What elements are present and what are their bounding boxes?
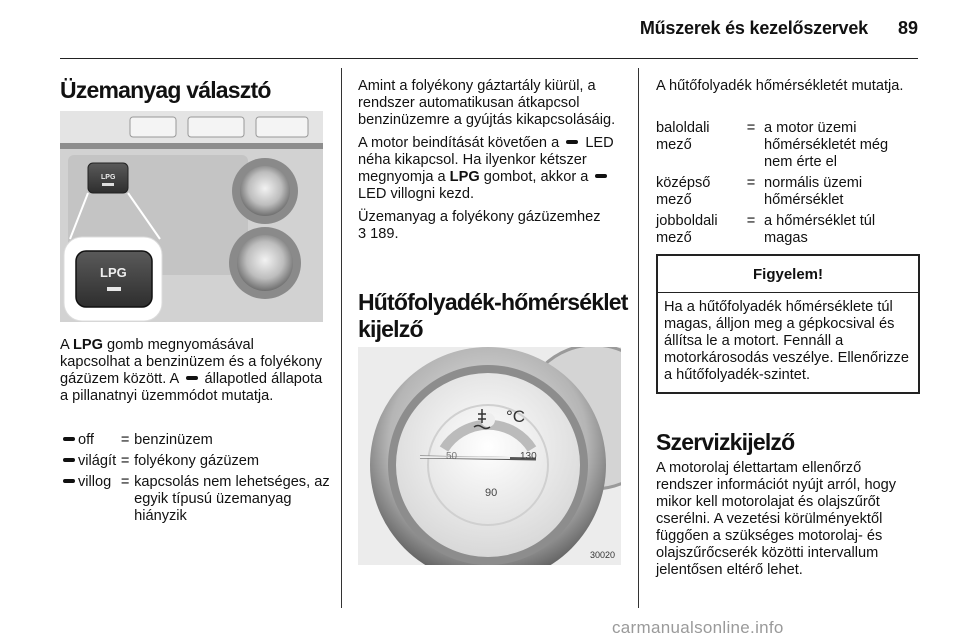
warning-body: Ha a hűtőfolyadék hőmérséklete túl magas, álljon meg a gépkocsival és állítsa le a motort. Fennáll a motorkárosodás veszélye. Ellenőrizze a hűtőfolyadék-szintet. (664, 299, 909, 383)
status-led-icon (63, 437, 75, 441)
lpg-button-large-label: LPG (100, 265, 127, 280)
text-run: állapotled állapota a pillanatnyi üzemmódot mutatja. (60, 371, 323, 404)
coolant-gauge-figure (358, 347, 621, 565)
reference-paragraph: Üzemanyag a folyékony gázüzemhez 3 189. (358, 209, 601, 242)
def-desc-right-field: a hőmérséklet túl magas (764, 213, 876, 246)
lpg-term-bold: LPG (72, 337, 103, 353)
page-reference-icon: 3 (358, 226, 367, 242)
col2-text-block (358, 78, 628, 249)
lpg-console-illustration (60, 111, 323, 322)
def-equals: = (120, 432, 130, 448)
figure-id: 30020 (590, 550, 616, 560)
running-header-title: Műszerek és kezelőszervek (639, 18, 868, 38)
text-run: A (60, 337, 73, 353)
def-term-on: világít (60, 453, 116, 474)
def-desc-middle-field: normális üzemi hőmérséklet (764, 175, 863, 208)
coolant-field-definitions (656, 120, 918, 247)
gauge-tick-low: 50 (446, 451, 458, 462)
column-divider-right (638, 68, 639, 608)
def-desc-on: folyékony gázüzem (134, 453, 260, 469)
def-equals: = (120, 453, 130, 469)
status-led-icon (186, 376, 198, 380)
auto-switch-paragraph: Amint a folyékony gáztartály kiürül, a rendszer automatikusan átkapcsol benzinüzemre a gyújtás kikapcsolásáig. (358, 78, 616, 128)
header-rule (60, 58, 918, 59)
def-equals: = (746, 120, 756, 136)
section-heading-coolant-gauge: Hűtőfolyadék-hőmérséklet kijelző (358, 289, 628, 342)
column-divider-left (341, 68, 342, 608)
status-led-icon (566, 140, 578, 144)
led-state-definitions (60, 432, 330, 525)
page-reference: 189. (366, 226, 399, 242)
warning-title: Figyelem! (658, 256, 918, 293)
text-run: gomb megnyomásával kapcsolhat a benzinüzem és a folyékony gázüzem között. A (60, 337, 323, 387)
def-desc-off: benzinüzem (134, 432, 213, 448)
coolant-intro: A hűtőfolyadék hőmérsékletét mutatja. (656, 78, 904, 94)
def-desc-blink: kapcsolás nem lehetséges, az egyik típusú üzemanyag hiányzik (134, 474, 330, 524)
gauge-tick-mid: 90 (485, 487, 498, 499)
service-indicator-paragraph: A motorolaj élettartam ellenőrző rendszer információt nyújt arról, hogy mikor kell motorolajat és olajszűrőt cserélni. A vezetési körülményektől függően a szükséges motorolaj- és olajszűrőcserék közötti intervallum jelentősen eltérő lehet. (656, 460, 897, 578)
coolant-gauge-illustration (358, 347, 621, 565)
def-equals: = (120, 474, 130, 490)
warning-box (656, 254, 920, 394)
lpg-button-small-label: LPG (101, 174, 116, 181)
def-equals: = (746, 175, 756, 191)
def-equals: = (746, 213, 756, 229)
lpg-button-figure (60, 111, 323, 322)
def-term-blink: villog (60, 474, 116, 525)
gauge-tick-high: 130 (520, 451, 537, 462)
status-led-icon (595, 174, 607, 178)
def-term-right-field: jobboldali mező (656, 213, 718, 246)
lpg-description-paragraph (60, 337, 325, 405)
page-number: 89 (897, 18, 918, 38)
lpg-term-bold: LPG (449, 169, 480, 185)
status-led-icon (63, 479, 75, 483)
def-desc-left-field: a motor üzemi hőmérsékletét még nem érte el (764, 120, 889, 170)
section-heading-service-indicator: Szervizkijelző (656, 429, 795, 455)
def-term-off: off (60, 432, 116, 453)
section-heading-fuel-selector: Üzemanyag választó (60, 77, 271, 103)
watermark: carmanualsonline.info (612, 618, 784, 637)
gauge-unit-label: °C (506, 407, 526, 426)
def-term-left-field: baloldali mező (656, 120, 710, 153)
led-off-paragraph: A motor beindítását követően a LED néha kikapcsol. Ha ilyenkor kétszer megnyomja a LPG gombot, akkor a LED villogni kezd. (358, 135, 614, 202)
status-led-icon (63, 458, 75, 462)
def-term-middle-field: középső mező (656, 175, 711, 208)
